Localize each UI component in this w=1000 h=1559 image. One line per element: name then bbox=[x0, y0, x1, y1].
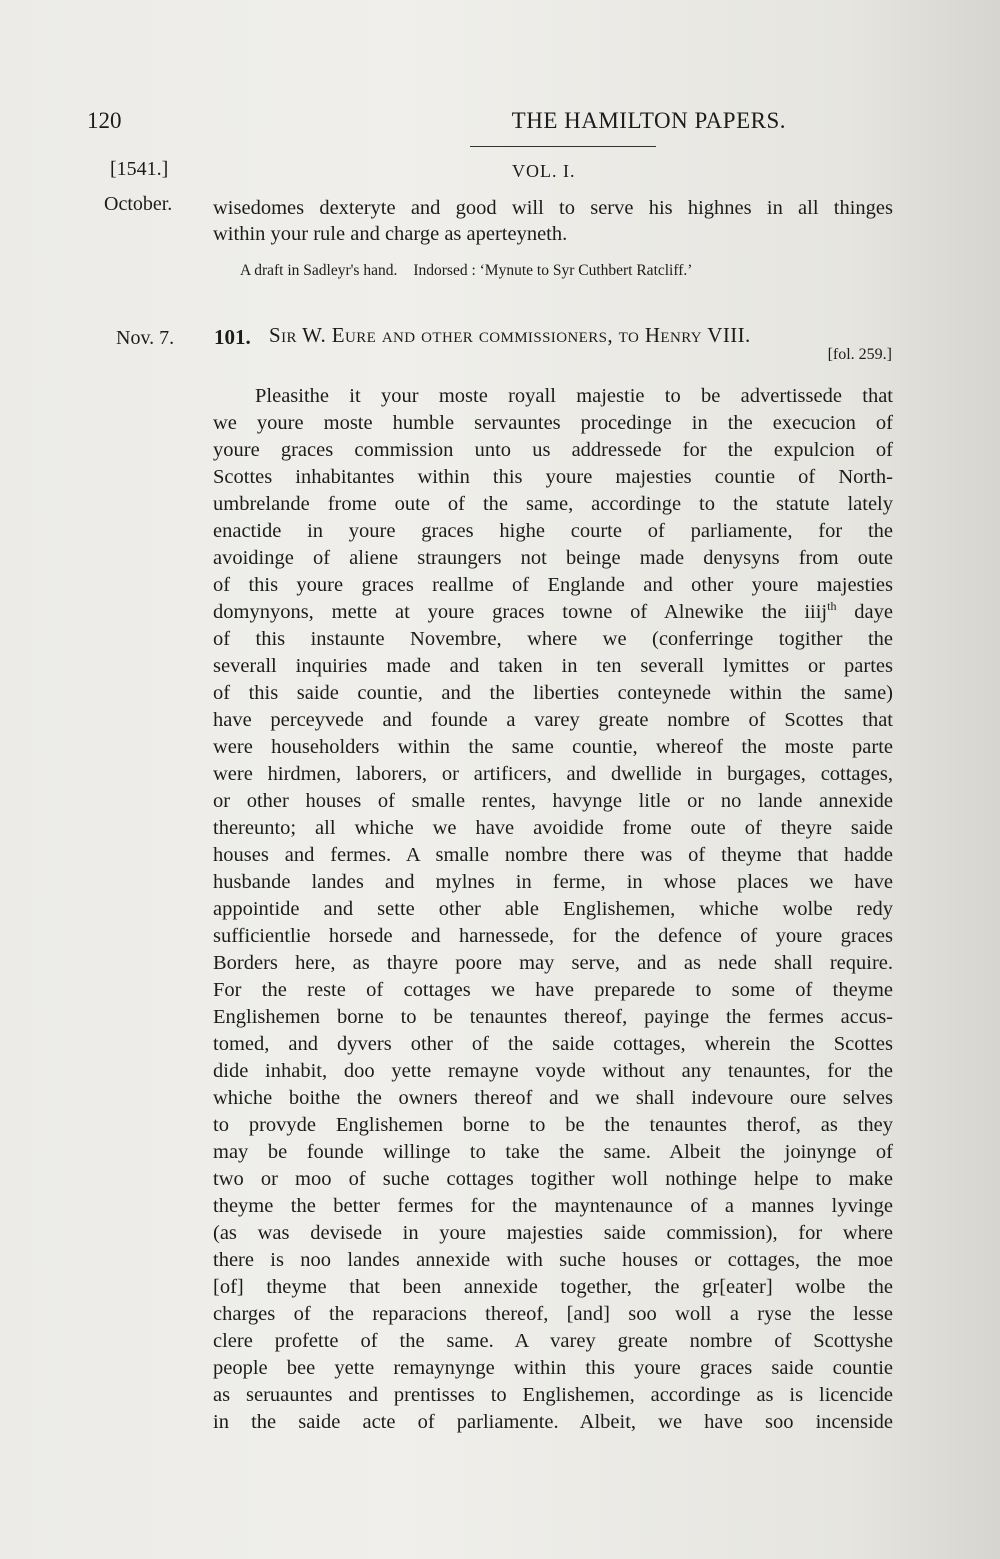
body-line: clere profette of the same. A varey greate nombre of Scottyshe bbox=[213, 1330, 893, 1352]
body-line: of this saide countie, and the liberties conteynede within the same) bbox=[213, 682, 893, 704]
running-head-title: THE HAMILTON PAPERS. bbox=[511, 108, 786, 133]
body-line: Pleasithe it your moste royall majestie to be advertissede that bbox=[255, 385, 893, 407]
previous-letter-line: within your rule and charge as aperteyneth. bbox=[213, 223, 568, 245]
body-line: we youre moste humble servauntes procedinge in the execucion of bbox=[213, 412, 893, 434]
body-line: umbrelande frome oute of the same, accordinge to the statute lately bbox=[213, 493, 893, 515]
body-line: or other houses of smalle rentes, havynge litle or no lande annexide bbox=[213, 790, 893, 812]
body-line: theyme the better fermes for the mayntenaunce of a mannes lyvinge bbox=[213, 1195, 893, 1217]
body-line: may be founde willinge to take the same. Albeit the joinynge of bbox=[213, 1141, 893, 1163]
body-line: youre graces commission unto us addressede for the expulcion of bbox=[213, 439, 893, 461]
body-line: of this youre graces reallme of Englande and other youre majesties bbox=[213, 574, 893, 596]
draft-note: A draft in Sadleyr's hand. bbox=[240, 262, 398, 279]
body-line: Englishemen borne to be tenauntes thereof, payinge the fermes accus- bbox=[213, 1006, 893, 1028]
letter-title: Sir W. Eure and other commissioners, to Henry VIII. bbox=[269, 323, 751, 347]
body-line: to provyde Englishemen borne to be the tenauntes therof, as they bbox=[213, 1114, 893, 1136]
body-line: people bee yette remaynynge within this youre graces saide countie bbox=[213, 1357, 893, 1379]
body-line: there is noo landes annexide with suche houses or cottages, the moe bbox=[213, 1249, 893, 1271]
body-line: charges of the reparacions thereof, [and] soo woll a ryse the lesse bbox=[213, 1303, 893, 1325]
header-rule bbox=[470, 146, 656, 147]
body-line: thereunto; all whiche we have avoidide frome oute of theyre saide bbox=[213, 817, 893, 839]
page-number: 120 bbox=[87, 108, 122, 133]
body-line: were hirdmen, laborers, or artificers, and dwellide in burgages, cottages, bbox=[213, 763, 893, 785]
body-line: (as was devisede in youre majesties saide commission), for where bbox=[213, 1222, 893, 1244]
body-line: of this instaunte Novembre, where we (conferringe togither the bbox=[213, 628, 893, 650]
body-line: For the reste of cottages we have preparede to some of theyme bbox=[213, 979, 893, 1001]
indorsed-note: Indorsed : ‘Mynute to Syr Cuthbert Ratcliff.’ bbox=[413, 262, 693, 279]
margin-date-nov: Nov. 7. bbox=[116, 327, 175, 349]
body-line: avoidinge of aliene straungers not beinge made denysyns from oute bbox=[213, 547, 893, 569]
body-line: two or moo of suche cottages togither woll nothinge helpe to make bbox=[213, 1168, 893, 1190]
body-line: have perceyvede and founde a varey greate nombre of Scottes that bbox=[213, 709, 893, 731]
body-line: whiche boithe the owners thereof and we shall indevoure oure selves bbox=[213, 1087, 893, 1109]
year-marginal: [1541.] bbox=[110, 158, 169, 180]
body-line: dide inhabit, doo yette remayne voyde without any tenauntes, for the bbox=[213, 1060, 893, 1082]
body-line: Borders here, as thayre poore may serve, and as nede shall require. bbox=[213, 952, 893, 974]
superscript: th bbox=[827, 599, 837, 614]
letter-number: 101. bbox=[214, 325, 251, 349]
body-line: appointide and sette other able Englishemen, whiche wolbe redy bbox=[213, 898, 893, 920]
body-line: enactide in youre graces highe courte of parliamente, for the bbox=[213, 520, 893, 542]
body-line: Scottes inhabitantes within this youre majesties countie of North- bbox=[213, 466, 893, 488]
body-line: in the saide acte of parliamente. Albeit, we have soo incenside bbox=[213, 1411, 893, 1433]
body-line: [of] theyme that been annexide together, the gr[eater] wolbe the bbox=[213, 1276, 893, 1298]
body-line: were householders within the same countie, whereof the moste parte bbox=[213, 736, 893, 758]
volume-label: VOL. I. bbox=[512, 161, 576, 181]
body-line: houses and fermes. A smalle nombre there was of theyme that hadde bbox=[213, 844, 893, 866]
body-line-with-superscript bbox=[213, 599, 893, 625]
margin-month: October. bbox=[104, 193, 173, 215]
body-line-tail: daye bbox=[836, 601, 893, 623]
body-line: severall inquiries made and taken in ten severall lymittes or partes bbox=[213, 655, 893, 677]
body-line: sufficientlie horsede and harnessede, for the defence of youre graces bbox=[213, 925, 893, 947]
source-note bbox=[240, 262, 880, 280]
folio-reference: [fol. 259.] bbox=[827, 346, 892, 363]
previous-letter-line: wisedomes dexteryte and good will to serve his highnes in all thinges bbox=[213, 197, 893, 219]
body-line: tomed, and dyvers other of the saide cottages, wherein the Scottes bbox=[213, 1033, 893, 1055]
body-line: husbande landes and mylnes in ferme, in whose places we have bbox=[213, 871, 893, 893]
body-line-main: domynyons, mette at youre graces towne of Alnewike the iiij bbox=[213, 601, 828, 623]
body-line: as seruauntes and prentisses to Englishemen, accordinge as is licencide bbox=[213, 1384, 893, 1406]
